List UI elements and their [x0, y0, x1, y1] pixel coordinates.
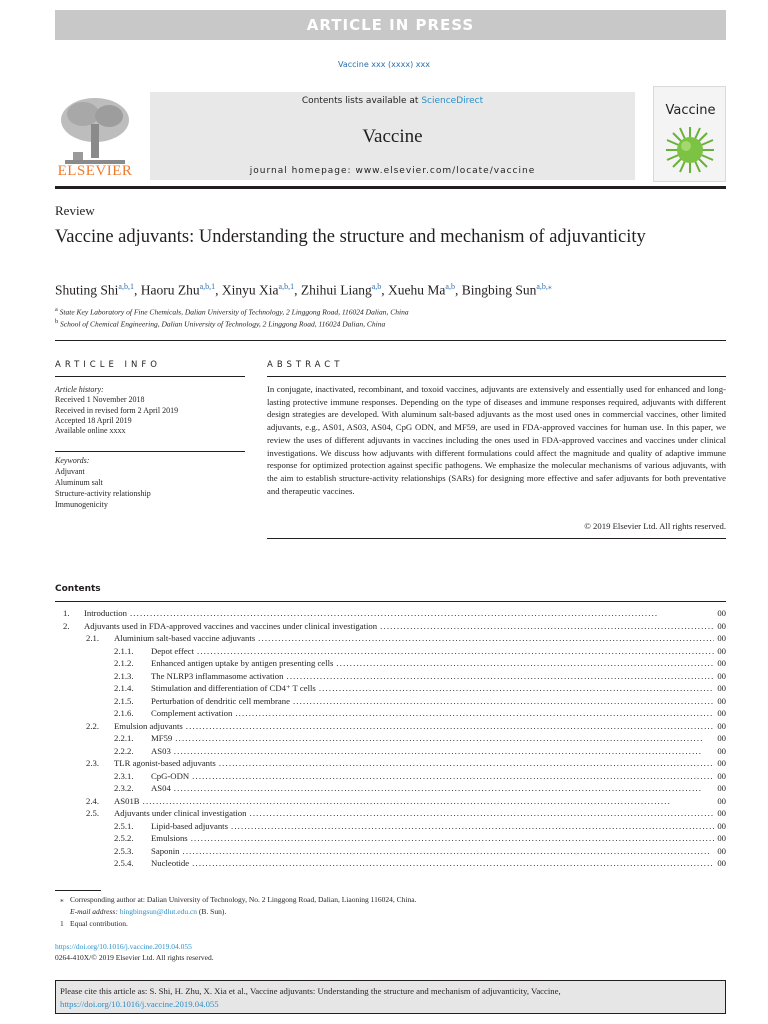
masthead-rule: [55, 186, 726, 189]
toc-number: 2.1.5.: [114, 695, 134, 706]
toc-number: 2.4.: [86, 795, 100, 806]
author-separator: ,: [133, 282, 141, 298]
issn-line: 0264-410X/© 2019 Elsevier Ltd. All rights reserved.: [55, 953, 214, 962]
toc-number: 2.1.1.: [114, 645, 134, 656]
toc-entry[interactable]: [55, 657, 726, 670]
toc-leader: [286, 670, 714, 683]
author-name[interactable]: Xinyu Xia: [221, 282, 279, 298]
cover-title: Vaccine: [665, 103, 716, 118]
toc-title[interactable]: Depot effect: [151, 645, 195, 656]
toc-title[interactable]: Saponin: [151, 845, 180, 856]
history-label: Article history:: [55, 385, 104, 394]
toc-page: 00: [717, 670, 726, 681]
toc-page: 00: [717, 808, 726, 818]
journal-name: Vaccine: [362, 126, 423, 147]
elsevier-wordmark: ELSEVIER: [57, 163, 133, 179]
abstract-text: In conjugate, inactivated, recombinant, and toxoid vaccines, adjuvants are extensively and essentially used for enhanced and long-lasting protective immune responses. Depending on the type of diseases and immune responses required, adjuvants with different design strategies are developed. With aluminum salt-based adjuvants as the most used ones in commercial vaccines, other limited adjuvants, e.g., AS01, AS03, AS04, CpG ODN, and MF59, are used in FDA-approved vaccines for human use. In this paper, we review the uses of different adjuvants in vaccines including the ones used in FDA-approved vaccines and vaccines under clinical investigations. We discuss how adjuvants with different formulations could affect the magnitude and quality of adaptive immune response for optimized protection against specific pathogens. We emphasize the molecular mechanisms of various adjuvants, with the aim to establish structure-activity relationships (SARs) for designing more effective and safer adjuvants for both preventative and therapeutic vaccines.: [267, 384, 726, 496]
toc-leader: [319, 682, 715, 695]
toc-leader: [174, 745, 715, 758]
toc-title[interactable]: Lipid-based adjuvants: [151, 820, 228, 831]
affiliation-b: [55, 318, 726, 329]
toc-page: 00: [717, 783, 726, 793]
contents-heading: Contents: [55, 584, 101, 594]
toc-leader: [380, 620, 714, 633]
history-line: Accepted 18 April 2019: [55, 415, 132, 425]
toc-leader: [174, 782, 715, 795]
toc-leader: [186, 720, 715, 733]
toc-page: 00: [717, 608, 726, 618]
abstract-bottom-rule: [267, 538, 726, 539]
toc-entry[interactable]: [55, 745, 726, 758]
toc-page: 00: [717, 845, 726, 856]
toc-leader: [336, 657, 714, 670]
toc-page: 00: [717, 620, 726, 631]
keyword: Structure-activity relationship: [55, 489, 151, 498]
elsevier-tree-icon: [55, 94, 135, 166]
toc-number: 2.5.2.: [114, 833, 134, 843]
keyword: Aluminum salt: [55, 478, 103, 487]
author-affiliation-marks[interactable]: a,b,⁎: [536, 282, 552, 291]
author-affiliation-marks[interactable]: a,b,1: [278, 282, 295, 291]
toc-entry[interactable]: [55, 732, 726, 745]
author-name[interactable]: Haoru Zhu: [140, 282, 200, 298]
toc-number: 1.: [63, 608, 70, 618]
email-link[interactable]: bingbingsun@dlut.edu.cn: [119, 907, 198, 916]
toc-leader: [293, 695, 714, 708]
toc-page: 00: [717, 683, 726, 693]
toc-entry[interactable]: [55, 782, 726, 795]
toc-number: 2.3.: [86, 758, 100, 768]
journal-cover-thumbnail[interactable]: [653, 86, 726, 182]
email-suffix: (B. Sun).: [197, 907, 227, 916]
toc-page: 00: [717, 833, 726, 843]
equal-contribution-footnote: [60, 919, 726, 928]
toc-entry[interactable]: [55, 720, 726, 733]
toc-title[interactable]: Adjuvants under clinical investigation: [114, 808, 247, 818]
journal-reference-link[interactable]: Vaccine xxx (xxxx) xxx: [338, 60, 430, 69]
abstract-copyright: © 2019 Elsevier Ltd. All rights reserved.: [584, 521, 726, 531]
toc-page: 00: [717, 658, 726, 668]
keywords-block: [55, 455, 245, 510]
citation-box: [55, 980, 726, 1014]
toc-title[interactable]: AS04: [151, 783, 171, 793]
author-list: [55, 282, 726, 299]
toc-entry[interactable]: [55, 757, 726, 770]
keyword: Adjuvant: [55, 467, 85, 476]
toc-title[interactable]: MF59: [151, 733, 173, 743]
toc-page: 00: [717, 745, 726, 756]
keywords-label: Keywords:: [55, 456, 90, 465]
toc-number: 2.2.1.: [114, 733, 134, 743]
author-affiliation-marks[interactable]: a,b: [445, 282, 455, 291]
toc-page: 00: [717, 633, 726, 643]
masthead-center-panel: [150, 92, 635, 180]
toc-title[interactable]: Aluminium salt-based vaccine adjuvants: [114, 633, 256, 643]
virus-icon: [664, 125, 716, 175]
article-type: Review: [55, 203, 95, 218]
contents-rule: [55, 601, 726, 602]
toc-entry[interactable]: [55, 632, 726, 645]
toc-leader: [219, 757, 714, 770]
email-label: E-mail address:: [70, 907, 118, 916]
toc-number: 2.3.2.: [114, 783, 134, 793]
toc-page: 00: [717, 720, 726, 731]
toc-number: 2.1.2.: [114, 658, 134, 668]
elsevier-logo[interactable]: [55, 94, 135, 186]
toc-leader: [231, 820, 714, 833]
toc-leader: [258, 632, 714, 645]
author-affiliation-marks[interactable]: a,b,1: [118, 282, 134, 291]
affiliation-mark: a: [55, 306, 58, 313]
article-info-rule: [55, 376, 245, 377]
toc-entry[interactable]: [55, 670, 726, 683]
toc-number: 2.: [63, 620, 70, 631]
keyword: Immunogenicity: [55, 500, 108, 509]
toc-title[interactable]: TLR agonist-based adjuvants: [114, 758, 216, 768]
toc-page: 00: [717, 733, 726, 743]
affiliation-text: State Key Laboratory of Fine Chemicals, Dalian University of Technology, 2 Linggong Road, 116024 Dalian, China: [59, 307, 409, 317]
toc-number: 2.1.3.: [114, 670, 134, 681]
toc-entry[interactable]: [55, 820, 726, 833]
toc-number: 2.1.6.: [114, 708, 134, 718]
author-affiliation-marks[interactable]: a,b,1: [199, 282, 216, 291]
toc-title[interactable]: Adjuvants used in FDA-approved vaccines and vaccines under clinical investigation: [84, 620, 378, 631]
toc-title[interactable]: AS01B: [114, 795, 140, 806]
author-separator: ,: [381, 282, 389, 298]
journal-homepage-line[interactable]: journal homepage: www.elsevier.com/locate/vaccine: [249, 166, 536, 176]
toc-title[interactable]: Perturbation of dendritic cell membrane: [151, 695, 290, 706]
toc-leader: [197, 645, 714, 658]
toc-title[interactable]: Stimulation and differentiation of CD4⁺ T cells: [151, 683, 316, 693]
toc-page: 00: [717, 645, 726, 656]
article-history: [55, 385, 245, 436]
toc-number: 2.2.: [86, 720, 100, 731]
history-line: Received in revised form 2 April 2019: [55, 405, 179, 415]
toc-number: 2.5.4.: [114, 858, 134, 868]
toc-page: 00: [717, 758, 726, 768]
article-title: Vaccine adjuvants: Understanding the structure and mechanism of adjuvanticity: [55, 227, 646, 247]
toc-entry[interactable]: [55, 857, 726, 870]
toc-title[interactable]: Complement activation: [151, 708, 233, 718]
sciencedirect-link[interactable]: ScienceDirect: [421, 96, 484, 106]
doi-link[interactable]: https://doi.org/10.1016/j.vaccine.2019.04.055: [55, 942, 192, 951]
toc-entry[interactable]: [55, 707, 726, 720]
header-rule: [55, 340, 726, 341]
email-footnote: [60, 907, 726, 916]
toc-title[interactable]: The NLRP3 inflammasome activation: [151, 670, 284, 681]
footnote-symbol: 1: [60, 919, 64, 928]
toc-number: 2.5.3.: [114, 845, 134, 856]
journal-masthead: [55, 86, 726, 186]
citation-doi-link[interactable]: https://doi.org/10.1016/j.vaccine.2019.04.055: [60, 999, 219, 1009]
toc-leader: [192, 770, 714, 783]
table-of-contents: [55, 607, 726, 870]
toc-page: 00: [717, 795, 726, 806]
author-separator: ,: [215, 282, 222, 298]
corresponding-footnote: [60, 895, 726, 904]
affiliation-text: School of Chemical Engineering, Dalian University of Technology, 2 Linggong Road, 116024 Dalian, China: [60, 319, 386, 329]
article-in-press-banner: ARTICLE IN PRESS: [55, 10, 726, 40]
doi-block: [55, 941, 214, 963]
history-line: Available online xxxx: [55, 426, 126, 436]
toc-leader: [143, 795, 715, 808]
toc-number: 2.3.1.: [114, 770, 134, 781]
toc-entry[interactable]: [55, 845, 726, 858]
toc-number: 2.2.2.: [114, 745, 134, 756]
toc-leader: [235, 707, 714, 720]
toc-entry[interactable]: [55, 695, 726, 708]
corresponding-text: Corresponding author at: Dalian University of Technology, No. 2 Linggong Road, Dalian, Liaoning 116024, China.: [70, 895, 417, 904]
equal-contribution-text: Equal contribution.: [70, 919, 128, 928]
author-name[interactable]: Xuehu Ma: [388, 282, 446, 298]
toc-entry[interactable]: [55, 795, 726, 808]
footnote-symbol: ⁎: [60, 895, 64, 904]
toc-title[interactable]: Introduction: [84, 608, 127, 618]
toc-page: 00: [717, 695, 726, 706]
toc-page: 00: [717, 770, 726, 781]
keywords-rule: [55, 451, 245, 452]
author-separator: ,: [294, 282, 301, 298]
toc-number: 2.1.: [86, 633, 100, 643]
toc-entry[interactable]: [55, 607, 726, 620]
footnote-rule: [55, 890, 101, 891]
author-name[interactable]: Bingbing Sun: [461, 282, 537, 298]
contents-available-line: [150, 96, 635, 106]
toc-title[interactable]: Enhanced antigen uptake by antigen presenting cells: [151, 658, 334, 668]
toc-entry[interactable]: [55, 682, 726, 695]
toc-title[interactable]: AS03: [151, 745, 171, 756]
toc-title[interactable]: Emulsions: [151, 833, 188, 843]
toc-page: 00: [717, 708, 726, 718]
toc-entry[interactable]: [55, 832, 726, 845]
toc-number: 2.5.1.: [114, 820, 134, 831]
abstract-rule: [267, 376, 726, 377]
toc-entry[interactable]: [55, 770, 726, 783]
toc-entry[interactable]: [55, 645, 726, 658]
toc-entry[interactable]: [55, 807, 726, 820]
toc-leader: [130, 607, 714, 620]
article-info-heading: ARTICLE INFO: [55, 360, 161, 370]
affiliation-mark: b: [55, 318, 59, 325]
author-name[interactable]: Zhihui Liang: [300, 282, 372, 298]
affiliation-a: [55, 306, 726, 317]
citation-text: Please cite this article as: S. Shi, H. Zhu, X. Xia et al., Vaccine adjuvants: Understanding the structure and mechanism of adjuvanticity, Vaccine,: [60, 986, 561, 996]
toc-page: 00: [717, 858, 726, 868]
toc-leader: [175, 732, 714, 745]
toc-title[interactable]: Nucleotide: [151, 858, 190, 868]
toc-number: 2.5.: [86, 808, 100, 818]
toc-number: 2.1.4.: [114, 683, 134, 693]
history-line: Received 1 November 2018: [55, 395, 145, 405]
toc-leader: [191, 832, 715, 845]
toc-leader: [192, 857, 714, 870]
toc-title[interactable]: CpG-ODN: [151, 770, 190, 781]
author-affiliation-marks[interactable]: a,b: [371, 282, 382, 291]
author-separator: ,: [454, 282, 462, 298]
toc-entry[interactable]: [55, 620, 726, 633]
contents-prefix: Contents lists available at: [301, 96, 422, 106]
toc-leader: [249, 807, 714, 820]
abstract-heading: ABSTRACT: [267, 360, 344, 370]
toc-title[interactable]: Emulsion adjuvants: [114, 720, 183, 731]
author-name[interactable]: Shuting Shi: [55, 282, 119, 298]
toc-leader: [182, 845, 714, 858]
toc-page: 00: [717, 820, 726, 831]
